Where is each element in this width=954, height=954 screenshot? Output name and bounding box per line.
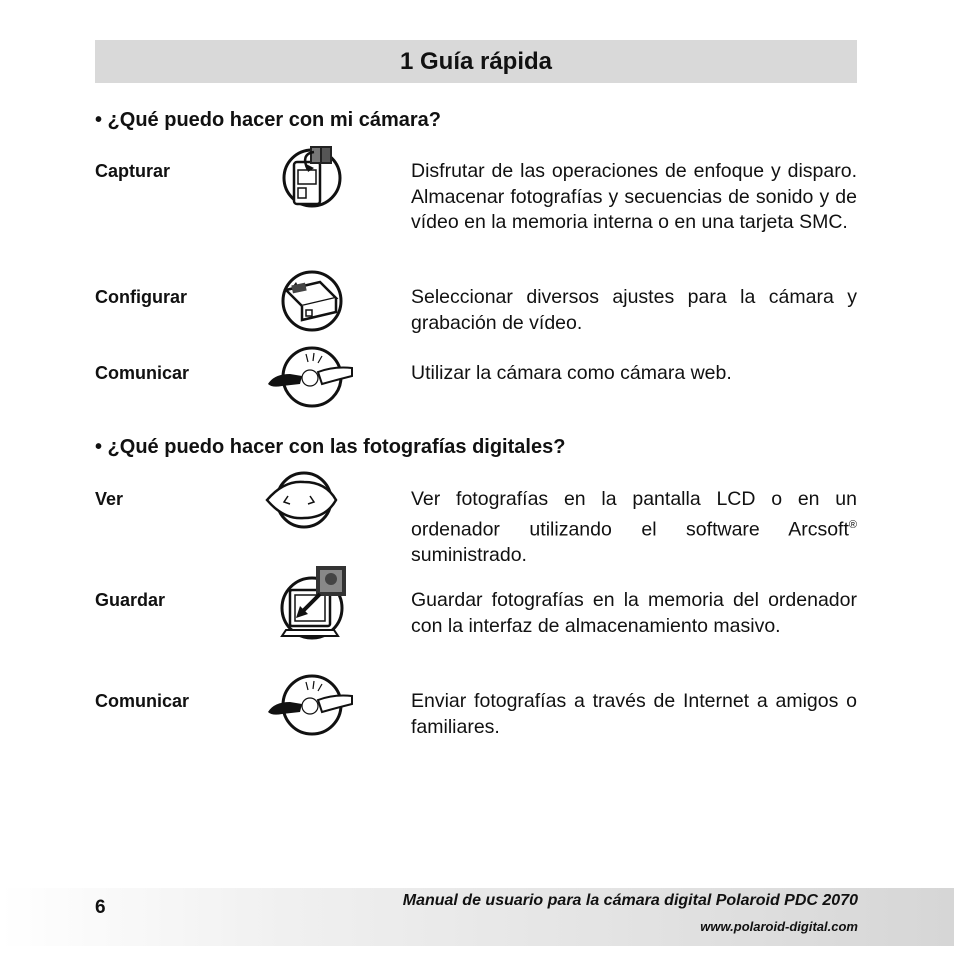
item-desc-communicate: Utilizar la cámara como cámara web. <box>411 362 732 384</box>
item-label-communicate-photos: Comunicar <box>95 691 190 711</box>
page-number: 6 <box>95 897 106 918</box>
item-desc-view-text: Ver fotografías en la pantalla LCD o en un ordenador utilizando el software Arcsoft <box>411 488 857 540</box>
manual-title: Manual de usuario para la cámara digital Polaroid PDC 2070 <box>402 892 858 909</box>
website-url: www.polaroid-digital.com <box>700 919 858 934</box>
item-label-capture: Capturar <box>95 161 171 181</box>
section-heading-photos: • ¿Qué puedo hacer con las fotografías digitales? <box>95 436 566 458</box>
registered-mark: ® <box>848 518 857 531</box>
title-bar <box>95 40 857 83</box>
item-desc-capture: Disfrutar de las operaciones de enfoque y disparo. Almacenar fotografías y secuencias de sonido y de vídeo en la memoria interna o en una tarjeta SMC. <box>411 160 857 233</box>
item-desc-view-end: suministrado. <box>411 543 527 566</box>
page-title: 1 Guía rápida <box>399 48 553 75</box>
communicate-icon <box>266 344 356 410</box>
capture-icon <box>276 140 348 210</box>
view-icon <box>264 470 340 530</box>
communicate-icon <box>266 672 356 738</box>
item-label-communicate: Comunicar <box>95 363 190 383</box>
save-icon <box>276 564 352 642</box>
item-desc-save: Guardar fotografías en la memoria del ordenador con la interfaz de almacenamiento masivo. <box>411 589 857 637</box>
item-label-configure: Configurar <box>95 287 187 307</box>
item-label-save: Guardar <box>95 590 166 610</box>
section-heading-camera: • ¿Qué puedo hacer con mi cámara? <box>95 109 441 131</box>
item-desc-communicate-photos: Enviar fotografías a través de Internet a amigos o familiares. <box>411 690 857 738</box>
item-desc-view <box>411 487 857 568</box>
configure-icon <box>276 268 348 334</box>
item-label-view: Ver <box>95 489 124 509</box>
item-desc-configure: Seleccionar diversos ajustes para la cámara y grabación de vídeo. <box>411 286 857 334</box>
